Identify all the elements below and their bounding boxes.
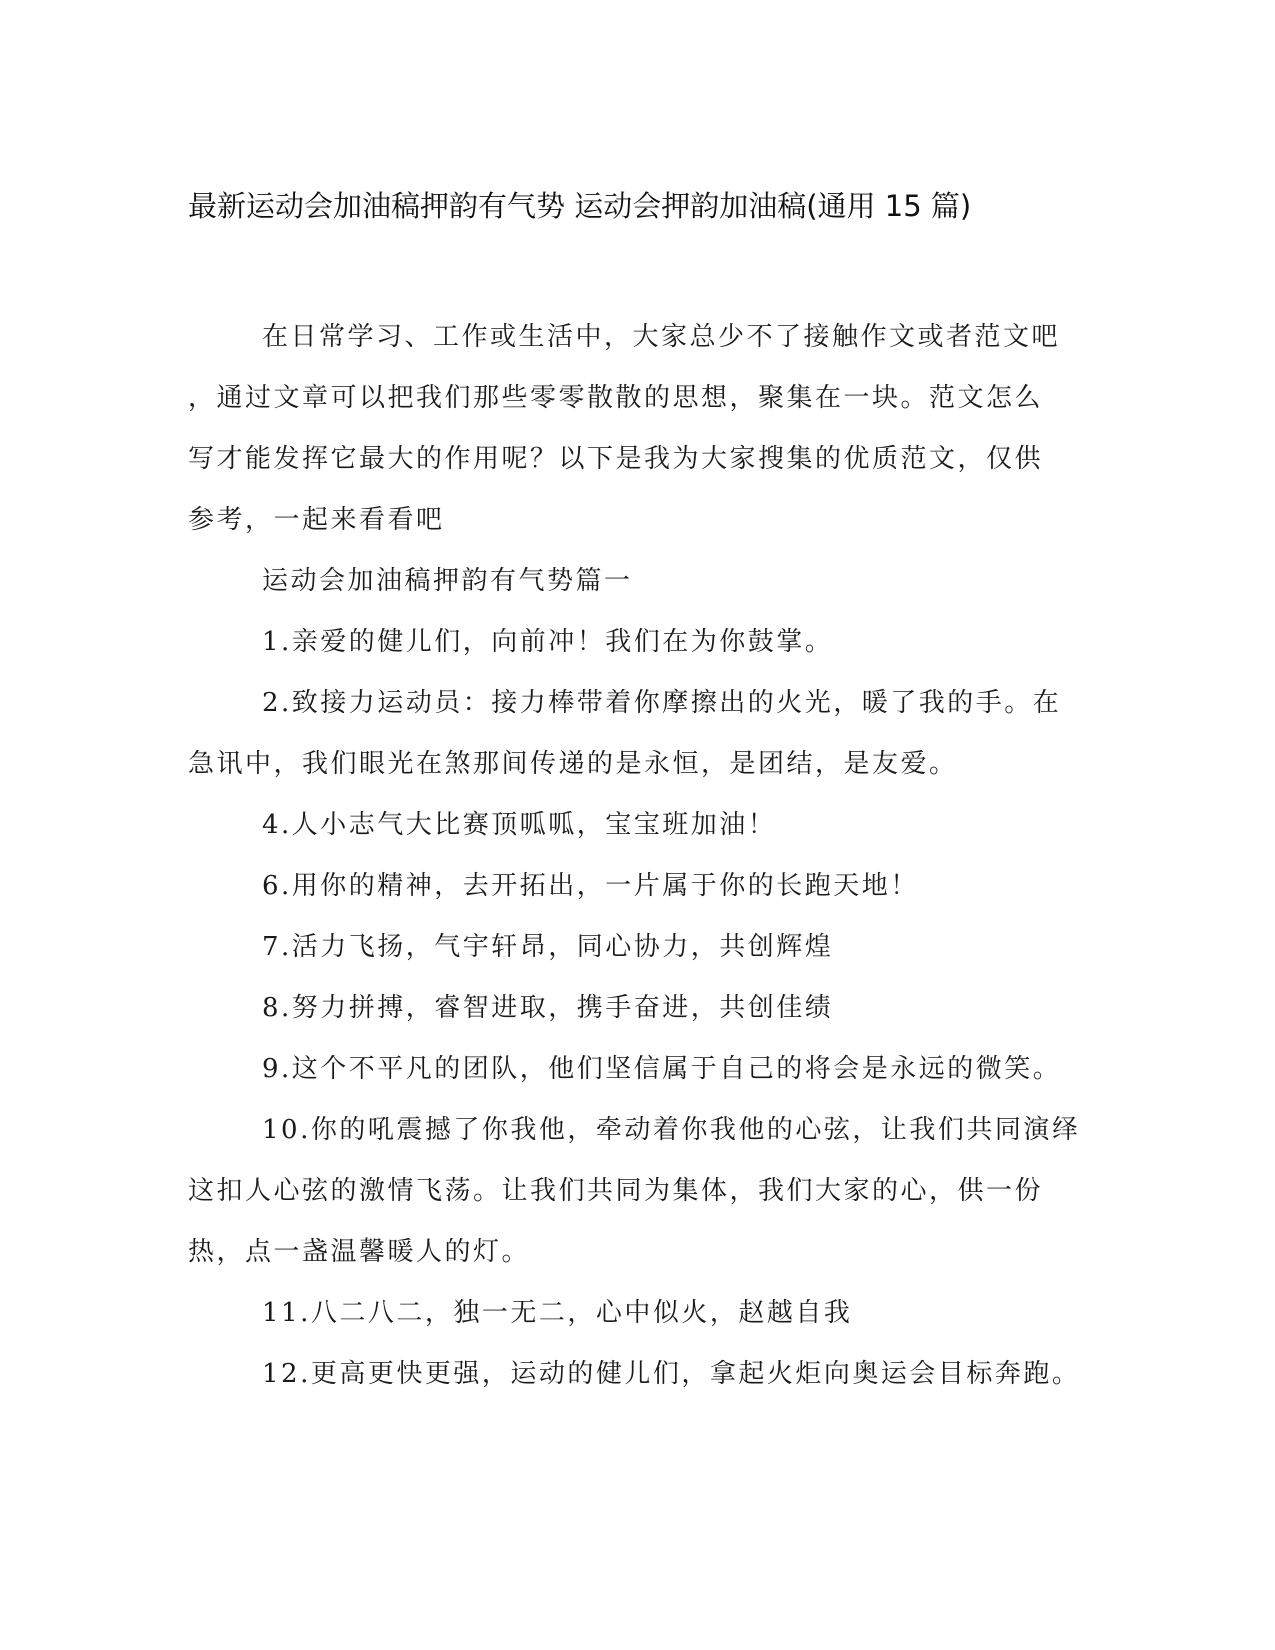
list-item-line: 10.你的吼震撼了你我他，牵动着你我他的心弦，让我们共同演绎 — [262, 1115, 1081, 1145]
list-item-line: 9.这个不平凡的团队，他们坚信属于自己的将会是永远的微笑。 — [262, 1054, 1062, 1084]
list-item — [188, 978, 1088, 1039]
list-item — [188, 673, 1088, 795]
list-item-line: 12.更高更快更强，运动的健儿们，拿起火炬向奥运会目标奔跑。 — [262, 1359, 1081, 1389]
intro-line: ，通过文章可以把我们那些零零散散的思想，聚集在一块。范文怎么 — [188, 383, 1044, 413]
list-item — [188, 1100, 1088, 1283]
list-item-line: 7.活力飞扬，气宇轩昂，同心协力，共创辉煌 — [262, 932, 834, 962]
list-item-line: 8.努力拼搏，睿智进取，携手奋进，共创佳绩 — [262, 993, 834, 1023]
list-item-line: 这扣人心弦的激情飞荡。让我们共同为集体，我们大家的心，供一份 — [188, 1176, 1044, 1206]
list-item — [188, 1039, 1088, 1100]
list-item-line: 急讯中，我们眼光在煞那间传递的是永恒，是团结，是友爱。 — [188, 749, 958, 779]
list-item — [188, 612, 1088, 673]
list-item — [188, 1283, 1088, 1344]
list-item-line: 2.致接力运动员：接力棒带着你摩擦出的火光，暖了我的手。在 — [262, 688, 1062, 718]
list-item-line: 11.八二八二，独一无二，心中似火，赵越自我 — [262, 1298, 853, 1328]
list-item-line: 6.用你的精神，去开拓出，一片属于你的长跑天地！ — [262, 871, 919, 901]
document-body — [188, 307, 1088, 1405]
list-item — [188, 917, 1088, 978]
document-title: 最新运动会加油稿押韵有气势 运动会押韵加油稿(通用 15 篇) — [188, 189, 972, 223]
list-item — [188, 1344, 1088, 1405]
list-item-line: 4.人小志气大比赛顶呱呱，宝宝班加油！ — [262, 810, 777, 840]
list-item-line: 1.亲爱的健儿们，向前冲！我们在为你鼓掌。 — [262, 627, 834, 657]
intro-paragraph — [188, 307, 1088, 551]
list-item — [188, 795, 1088, 856]
intro-line: 写才能发挥它最大的作用呢？以下是我为大家搜集的优质范文，仅供 — [188, 444, 1044, 474]
list-item-line: 热，点一盏温馨暖人的灯。 — [188, 1237, 531, 1267]
intro-line: 在日常学习、工作或生活中，大家总少不了接触作文或者范文吧 — [262, 322, 1061, 352]
section-heading: 运动会加油稿押韵有气势篇一 — [262, 566, 633, 596]
intro-line: 参考，一起来看看吧 — [188, 505, 445, 535]
list-item — [188, 856, 1088, 917]
